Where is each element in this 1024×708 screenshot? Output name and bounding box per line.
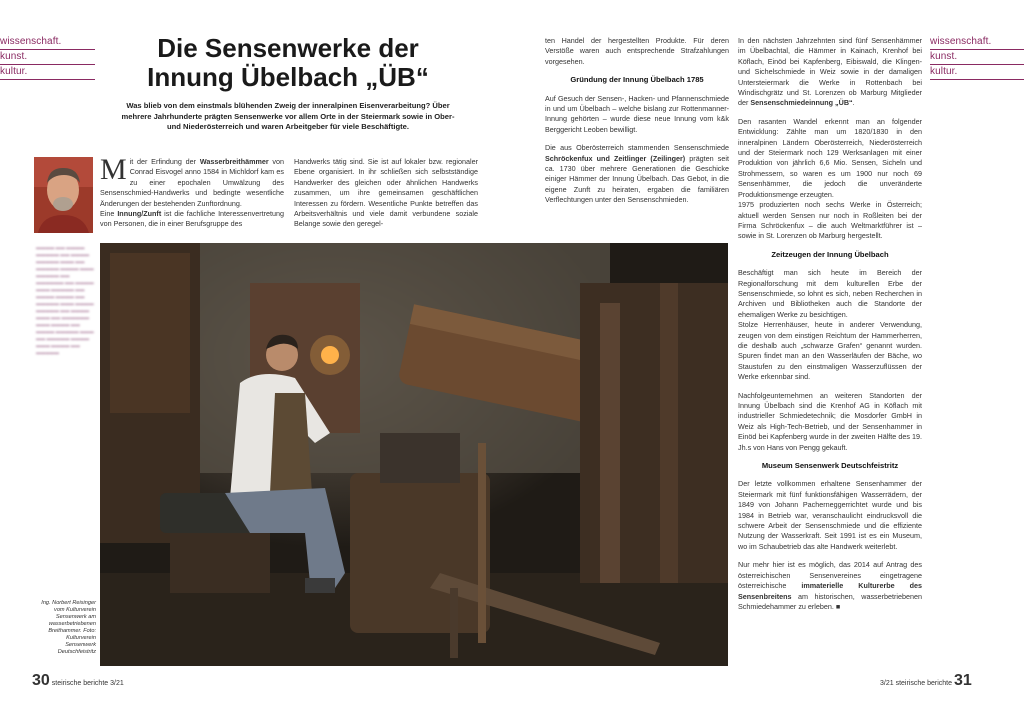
text-column-1 — [100, 153, 284, 238]
paragraph: Nachfolgeunternehmen an weiteren Standorten der Innung Übelbach sind die Krenhof AG in Köflach mit industrieller Schmiedetechnik; die Mosdorfer GmbH in Weiz als High-Tech-Betrieb, und der Sensenhammer in Einöd bei Kapfenberg wurde in der zweiten Hälfte des 19. Jh.s von Hans von Pengg gekauft. — [738, 390, 922, 452]
sidebar-blurred-text: ▬▬▬▬ ▬▬ ▬▬▬▬ ▬▬▬▬▬ ▬▬ ▬▬▬▬ ▬▬▬▬▬ ▬▬▬ ▬▬ ▬▬▬▬▬ ▬▬▬▬ ▬▬▬ ▬▬▬▬▬ ▬▬ ▬▬▬▬▬▬ ▬▬ ▬▬▬▬ ▬▬▬ ▬▬▬▬▬ ▬▬ ▬▬▬▬ ▬▬▬▬ ▬▬ ▬▬▬▬▬ ▬▬▬ ▬▬▬▬ ▬▬▬▬▬ ▬▬ ▬▬▬▬ ▬▬▬ ▬▬ ▬▬▬▬▬▬ ▬▬▬ ▬▬▬▬ ▬▬ ▬▬▬▬ ▬▬▬▬▬ ▬▬▬ ▬▬ ▬▬▬▬▬ ▬▬▬▬ ▬▬▬ ▬▬▬▬ ▬▬ ▬▬▬▬▬ — [36, 245, 94, 355]
paragraph: Auf Gesuch der Sensen-, Hacken- und Pfannenschmiede in und um Übelbach – welche bislang zur Rottenmanner-Innung gehörten – wurde diese neue Innung vom k&k Berggericht Leoben bewilligt. — [545, 93, 729, 134]
text-run-bold: Schröckenfux und Zeitlinger (Zeilinger) — [545, 153, 686, 163]
folio-left — [32, 672, 124, 690]
text-run: Eine — [100, 209, 118, 219]
author-photo-icon — [34, 157, 93, 233]
paragraph: Den rasanten Wandel erkennt man an folgender Entwicklung: Zählte man um 1820/1830 in den inneralpinen Ländern Oberösterreich, Niederösterreich und der Steiermark noch 129 Werksanlagen mit einer Produktion von jährlich 6,6 Mio. Sensen, Sicheln und Strohmessern, so waren es um 1900 nur noch 69 Sensenhämmer, die jedoch die unveränderte Produktionsmenge erzeugten. — [738, 116, 922, 199]
section-tagline-left — [0, 36, 95, 81]
text-run: Die aus Oberösterreich stammenden Sensenschmiede — [545, 143, 729, 153]
paragraph — [738, 36, 922, 109]
text-run: prägten seit ca. 1730 über mehrere Generationen die Geschicke einiger Hämmer der Innung Übelbach. Das Gebot, in die eigene Zunft zu heiraten, ergaben die familiären Verflechtungen unter den Sensenschmieden. — [545, 153, 729, 205]
text-column-4 — [738, 36, 922, 620]
paragraph — [100, 209, 284, 230]
tagline-item: kunst. — [930, 51, 1024, 65]
text-run-bold: Wasserbreithämmer — [199, 157, 269, 166]
tagline-item: kultur. — [0, 66, 95, 80]
paragraph — [545, 143, 729, 205]
folio-right — [880, 672, 972, 690]
text-run: . — [852, 98, 855, 108]
text-run: am historischen, wasserbetriebenen Schmiedehammer zu erleben. — [738, 591, 922, 611]
drop-cap: M — [100, 153, 127, 186]
subheading: Zeitzeugen der Innung Übelbach — [771, 249, 889, 259]
paragraph: Stolze Herrenhäuser, heute in anderer Verwendung, zeugen von dem einstigen Reichtum der Hammerherren, die deshalb auch „schwarze Grafen“ genannt wurden. Spuren findet man an den Wasserläufen der Bäche, wo Staustufen zu den einstmaligen Wasserzuflüssen der Werke erkennbar sind. — [738, 320, 922, 382]
photo-caption: Ing. Norbert Reisinger vom Kulturverein Sensenwerk am wasserbetriebenen Breithammer. Foto: Kulturverein Sensenwerk Deutschfeistritz — [41, 600, 96, 655]
lead-paragraph: Was blieb von dem einstmals blühenden Zweig der inneralpinen Eisenverarbeitung? Über mehrere Jahrhunderte prägten Sensenwerke vor allem Orte in der Steiermark sowie in Ober- und Niederösterreich und waren Arbeitgeber für viele Beschäftigte. — [121, 101, 455, 131]
page-number: 31 — [953, 672, 972, 689]
text-run-bold: Innung/Zunft — [117, 209, 162, 219]
paragraph: Beschäftigt man sich heute im Bereich der Regionalforschung mit dem kulturellen Erbe der Sensenschmiede, so lohnt es sich, neben Recherchen in Archiven und Bibliotheken auch die Standorte der ehemaligen Werke zu besichtigen. — [738, 268, 922, 319]
section-tagline-right — [930, 36, 1024, 81]
subheading: Gründung der Innung Übelbach 1785 — [570, 75, 704, 85]
text-column-3 — [545, 36, 729, 214]
tagline-item: kultur. — [930, 66, 1024, 80]
tagline-item: wissenschaft. — [930, 36, 1024, 50]
tagline-item: kunst. — [0, 51, 95, 65]
text-run: ist die fachliche Interessenvertretung von Personen, die in einer Berufsgruppe des — [100, 209, 284, 229]
folio-text: 3/21 steirische berichte — [880, 680, 952, 687]
article-title — [128, 34, 448, 92]
text-run-bold: Sensenschmiedeinnung „ÜB“ — [750, 98, 853, 108]
text-column-2 — [294, 157, 478, 238]
folio-text: steirische berichte 3/21 — [51, 680, 124, 687]
paragraph — [100, 153, 284, 209]
text-run: In den nächsten Jahrzehnten sind fünf Sensenhämmer im Übelbachtal, die Hämmer in Kainach, Krenhof bei Köflach, Einöd bei Kapfenberg, Eibiswald, die Klingen- und Sichelschmiede in Weiz sowie in der damaligen Untersteiermark die Werke in Rottenbach bei Windischgrätz und St. Lorenzen ob Marburg Mitglieder der — [738, 36, 922, 108]
text-run: it der Erfindung der — [129, 157, 200, 166]
author-portrait — [34, 157, 93, 233]
paragraph: 1975 produzierten noch sechs Werke in Österreich; aktuell werden Sensen nur noch in Roßleiten bei der Firma Schröckenfux – die auch Weltmarktführer ist – sowie in St. Lorenzen ob Marburg hergestellt. — [738, 200, 922, 241]
title-line: Die Sensenwerke der — [157, 33, 419, 63]
page-number: 30 — [32, 672, 50, 689]
text-run: von Conrad Eisvogel anno 1584 in Michldorf kam es zu einer epochalen Umwälzung des Sensenschmied-Handwerks und bedingte wesentliche Änderungen der bestehenden Zunftordnung. — [100, 157, 284, 208]
paragraph: Der letzte vollkommen erhaltene Sensenhammer der Steiermark mit fünf funktionsfähigen Wasserrädern, der 1849 von Johann Pacherneggerrichtet wurde und bis 1984 in Betrieb war, veranschaulicht eindrucksvoll die schwere Arbeit der Sensenschmiede und die effiziente Nutzung der Wasserkraft. Seit 1991 ist es ein Museum, wo im Schaubetrieb das alte Handwerk weiterlebt. — [738, 479, 922, 551]
forge-scene-icon — [100, 243, 728, 666]
tagline-item: wissenschaft. — [0, 36, 95, 50]
paragraph: Handwerks tätig sind. Sie ist auf lokaler bzw. regionaler Ebene organisiert. In ihr schließen sich selbstständige Handwerker des gleichen oder ähnlichen Handwerks zusammen, um ihre gemeinsamen geschäftlichen Interessen zu fördern. Wesentliche Punkte betreffen das Arbeitsverhältnis und viele damit verbundene soziale Belange sowie den geregel- — [294, 157, 478, 229]
paragraph: ten Handel der hergestellten Produkte. Für deren Verstöße waren auch entsprechende Strafzahlungen vorgesehen. — [545, 36, 729, 66]
text-run: Nur mehr hier ist es möglich, das 2014 auf Antrag des österreichischen Sensenvereines eingetragene österreichische — [738, 560, 922, 591]
subheading: Museum Sensenwerk Deutschfeistritz — [761, 461, 899, 471]
paragraph — [738, 560, 922, 612]
text-run-bold: immaterielle Kulturerbe des Sensenbreitens — [738, 581, 923, 601]
main-photo — [100, 243, 728, 666]
title-line: Innung Übelbach „ÜB“ — [147, 62, 429, 92]
end-mark-icon: ■ — [835, 601, 841, 611]
